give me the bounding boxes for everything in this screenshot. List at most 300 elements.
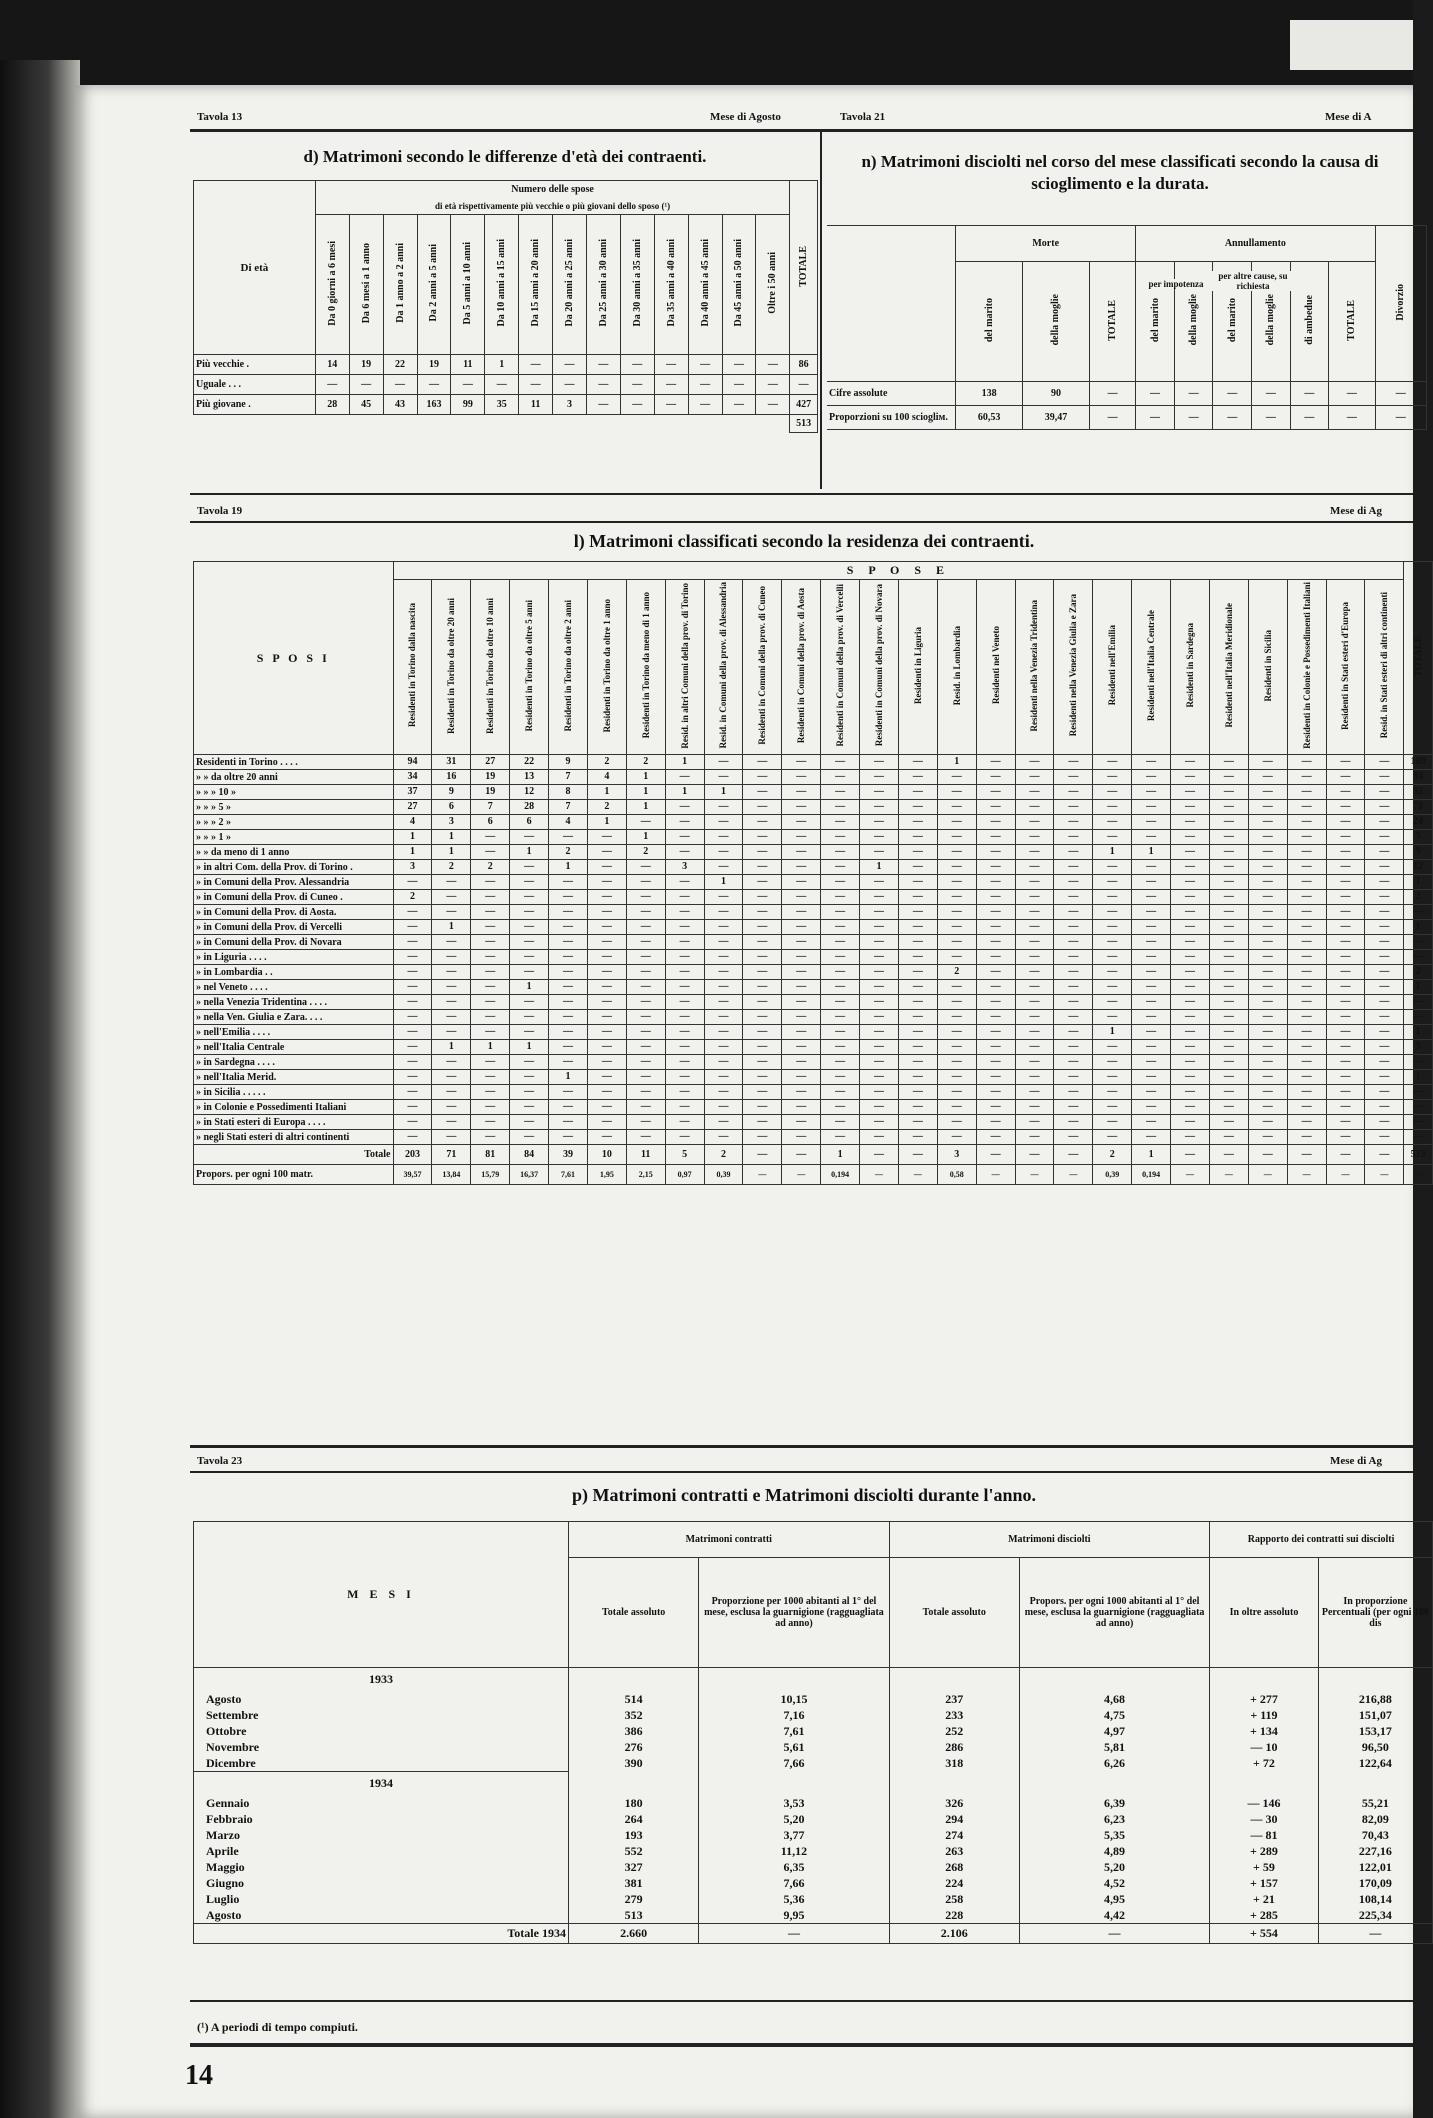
table-l-cell: —	[1248, 965, 1287, 980]
table-l-spose-header: S P O S E	[393, 562, 1404, 580]
table-p-cell-o: — 81	[1210, 1828, 1319, 1844]
table-l-row	[194, 1100, 1433, 1115]
table-l-row	[194, 1040, 1433, 1055]
table-l-cell: —	[1093, 920, 1132, 935]
table-l-cell: —	[510, 935, 549, 950]
table-l-cell: —	[587, 875, 626, 890]
table-l-cell: —	[665, 950, 704, 965]
table-l-cell: —	[937, 1115, 976, 1130]
table-l-col-header: Residenti in Torino da oltre 1 anno	[587, 580, 626, 755]
table-p-cell-pd: 4,42	[1019, 1908, 1209, 1924]
table-l-cell: —	[782, 965, 821, 980]
table-l-cell: —	[1015, 860, 1054, 875]
table-l-cell: —	[432, 980, 471, 995]
table-l-cell: —	[626, 890, 665, 905]
table-l-cell: —	[1054, 1115, 1093, 1130]
table-l-cell: —	[1054, 830, 1093, 845]
table-p-year-row	[194, 1668, 1433, 1692]
table-l-cell: —	[821, 830, 860, 845]
table-l-cell: —	[898, 935, 937, 950]
table-l-cell: —	[1132, 920, 1171, 935]
header-bottom-tavola: Tavola 23	[197, 1455, 243, 1467]
table-d-col-header: Da 40 anni a 45 anni	[688, 215, 722, 355]
table-p-empty	[1210, 1668, 1319, 1692]
table-l-row	[194, 935, 1433, 950]
table-l-cell: —	[1171, 995, 1210, 1010]
table-l-cell: —	[743, 1115, 782, 1130]
table-l-cell: —	[510, 950, 549, 965]
table-l-cell: —	[704, 1070, 743, 1085]
table-l-prop-row-cell: 2,15	[626, 1165, 665, 1185]
table-l-cell: —	[432, 890, 471, 905]
table-l-cell: —	[471, 920, 510, 935]
table-l-cell: —	[782, 1100, 821, 1115]
table-p-title: p) Matrimoni contratti e Matrimoni disciolti durante l'anno.	[572, 1485, 1036, 1505]
table-l-cell: 1	[665, 755, 704, 770]
table-l-cell: —	[1015, 755, 1054, 770]
table-l-cell: 94	[393, 755, 432, 770]
table-l-cell: —	[587, 1085, 626, 1100]
table-n	[827, 225, 1427, 430]
table-n-col-header: TOTALE	[1329, 262, 1375, 382]
table-l-cell: —	[1054, 935, 1093, 950]
table-l-cell: —	[976, 830, 1015, 845]
table-l-cell: —	[1248, 1040, 1287, 1055]
table-l-cell: 22	[510, 755, 549, 770]
table-l-row-label: » » da meno di 1 anno	[194, 845, 394, 860]
table-l-cell: —	[393, 1040, 432, 1055]
table-l-cell: —	[393, 1115, 432, 1130]
table-p-mese: Aprile	[194, 1844, 569, 1860]
table-l-cell: 1	[1132, 845, 1171, 860]
table-p-cell-pc: 10,15	[699, 1692, 889, 1708]
table-l-cell: —	[1365, 980, 1404, 995]
table-l-row-label: » » » 2 »	[194, 815, 394, 830]
table-l-cell: —	[1404, 1100, 1433, 1115]
table-d-col-header: Da 20 anni a 25 anni	[553, 215, 587, 355]
table-l-cell: 3	[393, 860, 432, 875]
table-d-row	[194, 395, 818, 415]
table-l-cell: —	[782, 1040, 821, 1055]
table-l-cell: —	[1287, 980, 1326, 995]
table-d-cell: 14	[315, 355, 349, 375]
table-l-cell: —	[1248, 875, 1287, 890]
table-l-cell: —	[665, 920, 704, 935]
table-l-cell: —	[1015, 950, 1054, 965]
table-l-cell: —	[1209, 1010, 1248, 1025]
table-p-cell-d: 274	[889, 1828, 1019, 1844]
table-l-total-row-cell: —	[976, 1145, 1015, 1165]
table-l-col-header: Residenti in Colonie e Possedimenti Italiani	[1287, 580, 1326, 755]
table-l-cell: —	[510, 920, 549, 935]
table-p-year-row	[194, 1772, 1433, 1796]
table-l-cell: 6	[510, 815, 549, 830]
table-l-total-row-cell: 10	[587, 1145, 626, 1165]
table-p-cell-p: 122,01	[1318, 1860, 1432, 1876]
table-p-year: 1934	[194, 1772, 569, 1796]
table-l-cell: —	[898, 1040, 937, 1055]
table-n-group-annullamento: Annullamento	[1136, 226, 1375, 262]
table-l-cell: —	[898, 755, 937, 770]
table-l-cell: —	[976, 980, 1015, 995]
table-l-row-label: » in Comuni della Prov. Alessandria	[194, 875, 394, 890]
table-l-cell: —	[1209, 980, 1248, 995]
table-l-row	[194, 920, 1433, 935]
table-l-cell: —	[1326, 815, 1365, 830]
table-p-col-oltre: In oltre assoluto	[1210, 1558, 1319, 1668]
table-l-cell: —	[860, 1100, 899, 1115]
table-d	[193, 180, 818, 433]
footnote: (¹) A periodi di tempo compiuti.	[197, 2020, 358, 2034]
table-d-cell: —	[586, 395, 620, 415]
table-l-cell: —	[1093, 995, 1132, 1010]
table-l-cell: —	[743, 755, 782, 770]
table-l-cell: —	[782, 845, 821, 860]
table-l-cell: 1	[549, 1070, 588, 1085]
table-l-cell: —	[1171, 980, 1210, 995]
table-l-cell: 2	[1404, 890, 1433, 905]
table-l-cell: —	[1171, 1040, 1210, 1055]
table-l-cell: —	[1132, 950, 1171, 965]
table-l-cell: —	[471, 980, 510, 995]
table-l-cell: —	[898, 905, 937, 920]
table-l-cell: —	[1209, 920, 1248, 935]
table-l-cell: —	[626, 1115, 665, 1130]
table-l-col-header: Residenti in Torino dalla nascita	[393, 580, 432, 755]
table-l-cell: —	[1209, 965, 1248, 980]
table-p-cell-p: 55,21	[1318, 1796, 1432, 1812]
table-l-cell: —	[704, 770, 743, 785]
table-l-cell: —	[626, 965, 665, 980]
table-l-cell: —	[743, 1085, 782, 1100]
table-l-cell: —	[976, 860, 1015, 875]
table-l-cell: 1	[1404, 920, 1433, 935]
table-l-cell: —	[432, 905, 471, 920]
table-n-cell: —	[1213, 382, 1252, 406]
table-l-cell: —	[1054, 980, 1093, 995]
table-l-cell: —	[704, 1055, 743, 1070]
table-l-cell: —	[1054, 920, 1093, 935]
table-p-cell-pc: 7,61	[699, 1724, 889, 1740]
table-d-cell: —	[688, 395, 722, 415]
table-l-cell: —	[782, 1130, 821, 1145]
table-d-cell: —	[553, 375, 587, 395]
table-l-row-label: » nell'Italia Merid.	[194, 1070, 394, 1085]
table-p-cell-p: 227,16	[1318, 1844, 1432, 1860]
header-right-mese: Mese di A	[1325, 111, 1372, 123]
table-n-row-label: Cifre assolute	[827, 382, 956, 406]
table-l-cell: —	[1015, 875, 1054, 890]
table-l-cell: —	[393, 935, 432, 950]
table-l-cell: —	[1287, 755, 1326, 770]
table-l-cell: —	[1171, 920, 1210, 935]
table-l-cell: —	[1093, 1055, 1132, 1070]
table-l-row	[194, 1055, 1433, 1070]
table-p-mese: Luglio	[194, 1892, 569, 1908]
table-l-cell: —	[860, 920, 899, 935]
table-l-total-row-cell: —	[860, 1145, 899, 1165]
table-l-cell: —	[860, 1010, 899, 1025]
table-l-cell: —	[1248, 890, 1287, 905]
table-l-row-label: » in Liguria . . . .	[194, 950, 394, 965]
table-l-cell: —	[1404, 995, 1433, 1010]
table-l-col-header: Residenti in Torino da oltre 5 anni	[510, 580, 549, 755]
table-p-cell-c: 352	[568, 1708, 698, 1724]
table-l-cell: —	[1365, 1010, 1404, 1025]
table-p-empty	[568, 1668, 698, 1692]
table-l-cell: —	[393, 1055, 432, 1070]
table-l-cell: 13	[510, 770, 549, 785]
table-l-cell: —	[937, 905, 976, 920]
table-l-cell: 1	[665, 785, 704, 800]
table-l-cell: —	[1404, 935, 1433, 950]
table-n-cell: —	[1174, 406, 1213, 430]
table-l-cell: —	[743, 875, 782, 890]
table-l-cell: 4	[393, 815, 432, 830]
table-l-cell: —	[1093, 950, 1132, 965]
table-l-total-row-cell: 81	[471, 1145, 510, 1165]
table-l-cell: —	[1132, 875, 1171, 890]
table-p-empty	[1318, 1772, 1432, 1796]
header-right-tavola: Tavola 21	[840, 111, 886, 123]
table-l-cell: —	[1209, 800, 1248, 815]
table-p-empty	[1019, 1668, 1209, 1692]
table-l-cell: —	[743, 1130, 782, 1145]
table-l-cell: —	[898, 890, 937, 905]
table-p-cell-d: 252	[889, 1724, 1019, 1740]
table-l-cell: —	[665, 1130, 704, 1145]
table-l-cell: —	[821, 1055, 860, 1070]
table-l-cell: —	[1287, 1115, 1326, 1130]
table-l-cell: —	[1132, 1055, 1171, 1070]
table-p-empty	[1019, 1772, 1209, 1796]
table-l-cell: —	[1287, 845, 1326, 860]
table-p-col-prop-c: Proporzione per 1000 abitanti al 1° del mese, esclusa la guarnigione (ragguagliata ad anno)	[699, 1558, 889, 1668]
table-l-cell: —	[1093, 1085, 1132, 1100]
table-l-cell: —	[743, 905, 782, 920]
table-l-cell: —	[1054, 1025, 1093, 1040]
table-l-cell: —	[821, 995, 860, 1010]
table-l-cell: —	[1287, 1055, 1326, 1070]
table-l-cell: —	[471, 845, 510, 860]
table-l-cell: —	[665, 1055, 704, 1070]
table-l-cell: —	[1171, 1100, 1210, 1115]
table-l-col-header: Resid. in Stati esteri di altri continenti	[1365, 580, 1404, 755]
table-l-cell: —	[587, 1100, 626, 1115]
table-l-cell: —	[626, 1085, 665, 1100]
table-l-cell: —	[782, 1115, 821, 1130]
table-l-cell: —	[898, 815, 937, 830]
table-d-cell: 11	[451, 355, 485, 375]
table-l-cell: —	[471, 950, 510, 965]
table-l-cell: —	[471, 905, 510, 920]
table-l-cell: 1	[1404, 1070, 1433, 1085]
table-p-cell-pd: 4,89	[1019, 1844, 1209, 1860]
table-p-total-d: 2.106	[889, 1924, 1019, 1944]
table-l-cell: —	[1365, 920, 1404, 935]
table-l-cell: 16	[432, 770, 471, 785]
table-l-cell: —	[1054, 770, 1093, 785]
table-l-cell: —	[1287, 800, 1326, 815]
table-l-cell: —	[937, 1070, 976, 1085]
table-l-cell: —	[549, 890, 588, 905]
table-d-cell: 1	[485, 355, 519, 375]
table-l-cell: —	[743, 1100, 782, 1115]
table-l-prop-row-cell: —	[782, 1165, 821, 1185]
table-l-cell: —	[704, 800, 743, 815]
table-p-cell-c: 513	[568, 1908, 698, 1924]
table-l-cell: —	[1054, 1070, 1093, 1085]
table-p-cell-p: 122,64	[1318, 1756, 1432, 1772]
table-l-col-header: Residenti nell'Italia Centrale	[1132, 580, 1171, 755]
table-l-cell: —	[743, 1040, 782, 1055]
table-l-row-label: » nell'Italia Centrale	[194, 1040, 394, 1055]
table-l-cell: —	[1171, 1025, 1210, 1040]
table-l-cell: —	[782, 950, 821, 965]
table-l-cell: —	[587, 905, 626, 920]
table-p-empty	[1318, 1668, 1432, 1692]
table-l-cell: —	[1132, 1070, 1171, 1085]
table-l-cell: —	[1171, 1115, 1210, 1130]
table-l-cell: —	[1365, 890, 1404, 905]
table-l-cell: 28	[510, 800, 549, 815]
table-l-col-header: Residenti in Comuni della prov. di Novara	[860, 580, 899, 755]
table-l-prop-row-cell: —	[1287, 1165, 1326, 1185]
table-l-cell: —	[1054, 890, 1093, 905]
table-l-cell: —	[937, 860, 976, 875]
table-l-cell: —	[1209, 770, 1248, 785]
table-l-total-row-cell: 1	[821, 1145, 860, 1165]
table-l-cell: —	[1132, 755, 1171, 770]
table-p-cell-pd: 6,23	[1019, 1812, 1209, 1828]
table-l-cell: —	[665, 935, 704, 950]
table-l-cell: —	[1171, 830, 1210, 845]
table-l-cell: —	[976, 965, 1015, 980]
table-l-prop-row	[194, 1165, 1433, 1185]
table-l-cell: —	[704, 965, 743, 980]
table-l-cell: —	[1287, 860, 1326, 875]
table-l-cell: —	[821, 905, 860, 920]
table-l-cell: 3	[1404, 1040, 1433, 1055]
table-l-total-row-cell: —	[1365, 1145, 1404, 1165]
table-l-cell: —	[743, 1010, 782, 1025]
table-l-cell: —	[1326, 1115, 1365, 1130]
table-l-cell: —	[549, 875, 588, 890]
table-p-empty	[889, 1668, 1019, 1692]
table-l-cell: —	[1326, 950, 1365, 965]
table-l-cell: —	[1326, 770, 1365, 785]
table-l-cell: —	[1209, 1115, 1248, 1130]
table-l-prop-row-cell: —	[860, 1165, 899, 1185]
table-p-year: 1933	[194, 1668, 569, 1692]
table-l-col-header: Residenti in Sardegna	[1171, 580, 1210, 755]
table-p-row	[194, 1828, 1433, 1844]
table-l-row-label: » in Colonie e Possedimenti Italiani	[194, 1100, 394, 1115]
table-l-cell: —	[471, 830, 510, 845]
table-l-cell: —	[782, 980, 821, 995]
table-l-cell: —	[1365, 1055, 1404, 1070]
table-l-cell: —	[432, 965, 471, 980]
table-l-row	[194, 815, 1433, 830]
table-p-cell-d: 326	[889, 1796, 1019, 1812]
table-l-row	[194, 1130, 1433, 1145]
table-l-cell: —	[432, 1100, 471, 1115]
table-l-cell: —	[860, 935, 899, 950]
table-l-cell: —	[1054, 1055, 1093, 1070]
table-l-cell: —	[1171, 965, 1210, 980]
table-l-cell: —	[1404, 1055, 1433, 1070]
table-p-cell-pd: 5,35	[1019, 1828, 1209, 1844]
table-l-row	[194, 905, 1433, 920]
table-l-cell: —	[549, 1055, 588, 1070]
table-l-cell: —	[471, 1010, 510, 1025]
table-l-cell: 1	[510, 845, 549, 860]
table-d-col-header: Da 2 anni a 5 anni	[417, 215, 451, 355]
table-l-cell: 1	[860, 860, 899, 875]
table-p-mese: Maggio	[194, 1860, 569, 1876]
table-l-cell: —	[1248, 1010, 1287, 1025]
table-p-total-label: Totale 1934	[194, 1924, 569, 1944]
table-l-cell: 19	[471, 770, 510, 785]
table-l-cell: —	[1248, 935, 1287, 950]
table-l-cell: —	[1248, 770, 1287, 785]
table-l-cell: —	[898, 875, 937, 890]
page-bottom-rule	[190, 2043, 1413, 2047]
table-l-cell: —	[1171, 860, 1210, 875]
table-d-col-header: Da 35 anni a 40 anni	[654, 215, 688, 355]
table-l-cell: —	[782, 875, 821, 890]
table-l-cell: —	[665, 815, 704, 830]
table-l-cell: —	[1365, 1130, 1404, 1145]
table-l-prop-row-cell: 13,84	[432, 1165, 471, 1185]
table-p-row	[194, 1892, 1433, 1908]
table-p-mese: Febbraio	[194, 1812, 569, 1828]
table-l-col-header: Resid. in Lombardia	[937, 580, 976, 755]
table-l-row-label: » in Sardegna . . . .	[194, 1055, 394, 1070]
table-l-cell: 2	[549, 845, 588, 860]
table-p-cell-o: — 146	[1210, 1796, 1319, 1812]
table-p-row	[194, 1708, 1433, 1724]
table-n-cell: —	[1375, 406, 1426, 430]
table-l-cell: —	[549, 995, 588, 1010]
table-p-cell-o: — 10	[1210, 1740, 1319, 1756]
table-l-cell: —	[1015, 1070, 1054, 1085]
table-l-total-row-cell: 2	[704, 1145, 743, 1165]
table-l-cell: —	[1132, 830, 1171, 845]
table-l-cell: —	[704, 950, 743, 965]
table-l-cell: —	[937, 845, 976, 860]
table-d-group-header: Numero delle spose	[315, 181, 789, 199]
table-l-cell: —	[549, 980, 588, 995]
table-l-prop-row-cell: 7,61	[549, 1165, 588, 1185]
table-p-cell-pd: 4,75	[1019, 1708, 1209, 1724]
table-p-total-pc: —	[699, 1924, 889, 1944]
table-n-cell: —	[1290, 382, 1329, 406]
table-l-cell: 6	[432, 800, 471, 815]
table-l-cell: —	[1093, 1070, 1132, 1085]
table-l-cell: 1	[626, 800, 665, 815]
table-d-col-header: Da 30 anni a 35 anni	[620, 215, 654, 355]
table-l-cell: —	[976, 920, 1015, 935]
table-l-cell: —	[821, 845, 860, 860]
table-l-cell: —	[626, 920, 665, 935]
table-l-cell: —	[1054, 1085, 1093, 1100]
table-d-cell: —	[654, 355, 688, 375]
table-l-row	[194, 785, 1433, 800]
table-l-cell: —	[549, 1010, 588, 1025]
table-l-row-label: » in Comuni della Prov. di Cuneo .	[194, 890, 394, 905]
table-l-cell: —	[821, 1115, 860, 1130]
